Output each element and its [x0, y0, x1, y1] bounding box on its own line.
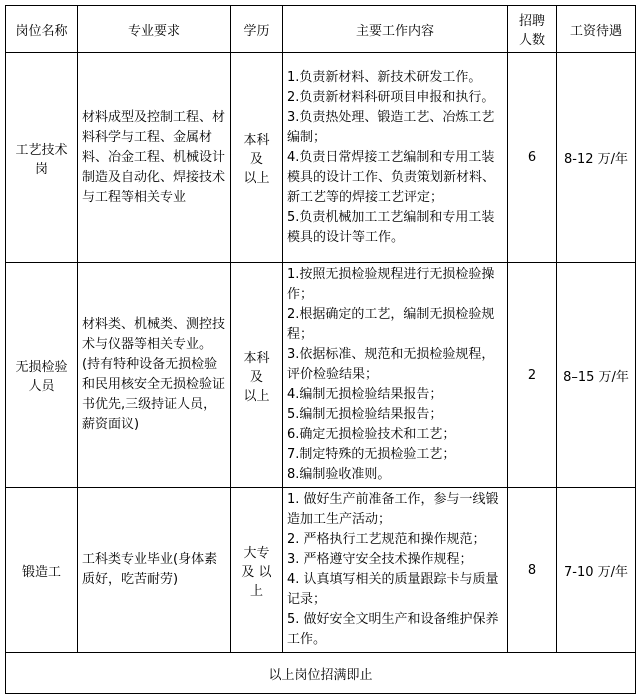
duty-item: 3.依据标准、规范和无损检验规程，评价检验结果；	[287, 347, 495, 382]
duty-item: 4.负责日常焊接工艺编制和专用工装模具的设计工作、负责策划新材料、新工艺等的焊接工艺评定；	[287, 149, 496, 205]
education-cell	[231, 263, 283, 488]
education-line: 及 以	[241, 564, 272, 580]
position-line: 锻造工	[21, 564, 61, 580]
education-line: 大专	[243, 545, 270, 561]
position-cell	[6, 53, 78, 263]
position-line: 无损检验	[15, 360, 68, 375]
table-row	[6, 488, 636, 653]
education-line: 本科	[243, 133, 270, 148]
header-position: 岗位名称	[6, 6, 78, 53]
header-duties: 主要工作内容	[283, 6, 508, 53]
education-line: 以上	[243, 388, 270, 404]
duty-item: 4.编制无损检验结果报告；	[287, 387, 443, 402]
duty-item: 3. 严格遵守安全技术操作规程；	[287, 552, 473, 567]
duty-item: 1.按照无损检验规程进行无损检验操作；	[287, 267, 495, 302]
duties-cell	[283, 488, 508, 653]
education-line: 以上	[243, 171, 270, 186]
duty-item: 5.负责机械加工工艺编制和专用工装模具的设计等工作。	[287, 209, 495, 245]
table-row	[6, 263, 636, 488]
requirement-cell: 材料成型及控制工程、材料科学与工程、金属材料、冶金工程、机械设计制造及自动化、焊接技术与工程等相关专业	[78, 53, 231, 263]
requirement-cell: 材料类、机械类、测控技术与仪器等相关专业。(持有特种设备无损检验和民用核安全无损检验证书优先,三级持证人员，薪资面议)	[78, 263, 231, 488]
footer-note: 以上岗位招满即止	[6, 653, 636, 694]
footer-row	[6, 653, 636, 694]
position-line: 人员	[28, 379, 55, 394]
duty-item: 5. 做好安全文明生产和设备维护保养工作。	[287, 612, 499, 647]
header-row	[6, 6, 636, 53]
recruitment-table	[5, 5, 636, 694]
salary-cell: 8-12 万/年	[557, 53, 636, 263]
position-cell	[6, 263, 78, 488]
header-headcount-line: 人数	[518, 33, 545, 48]
position-cell	[6, 488, 78, 653]
duty-item: 3.负责热处理、锻造工艺、冶炼工艺编制；	[287, 109, 495, 145]
duty-item: 2.负责新材料科研项目申报和执行。	[287, 89, 495, 105]
duty-item: 5.编制无损检验结果报告；	[287, 407, 443, 422]
duties-cell	[283, 263, 508, 488]
requirement-cell: 工科类专业毕业(身体素质好，吃苦耐劳)	[78, 488, 231, 653]
education-line: 及	[249, 152, 263, 167]
salary-cell: 7-10 万/年	[557, 488, 636, 653]
header-education: 学历	[231, 6, 283, 53]
table-row	[6, 53, 636, 263]
duties-cell	[283, 53, 508, 263]
header-salary: 工资待遇	[557, 6, 636, 53]
education-line: 及	[249, 369, 263, 385]
header-headcount-line: 招聘	[518, 14, 545, 29]
education-line: 本科	[243, 350, 270, 366]
header-headcount	[508, 6, 557, 53]
education-cell	[231, 488, 283, 653]
education-cell	[231, 53, 283, 263]
salary-cell: 8–15 万/年	[557, 263, 636, 488]
duty-item: 7.制定特殊的无损检验工艺；	[287, 447, 456, 462]
headcount-cell: 8	[508, 488, 557, 653]
duty-item: 4. 认真填写相关的质量跟踪卡与质量记录；	[287, 572, 499, 607]
education-line: 上	[249, 583, 263, 599]
position-line: 岗	[34, 161, 48, 177]
duty-item: 2. 严格执行工艺规范和操作规范；	[287, 532, 486, 547]
duty-item: 1. 做好生产前准备工作，参与一线锻造加工生产活动；	[287, 492, 499, 527]
position-line: 工艺技术	[15, 142, 68, 158]
duty-item: 2.根据确定的工艺，编制无损检验规程；	[287, 307, 495, 342]
duty-item: 8.编制验收准则。	[287, 467, 391, 482]
headcount-cell: 2	[508, 263, 557, 488]
headcount-cell: 6	[508, 53, 557, 263]
duty-item: 6.确定无损检验技术和工艺；	[287, 427, 456, 442]
header-requirement: 专业要求	[78, 6, 231, 53]
duty-item: 1.负责新材料、新技术研发工作。	[287, 69, 482, 85]
